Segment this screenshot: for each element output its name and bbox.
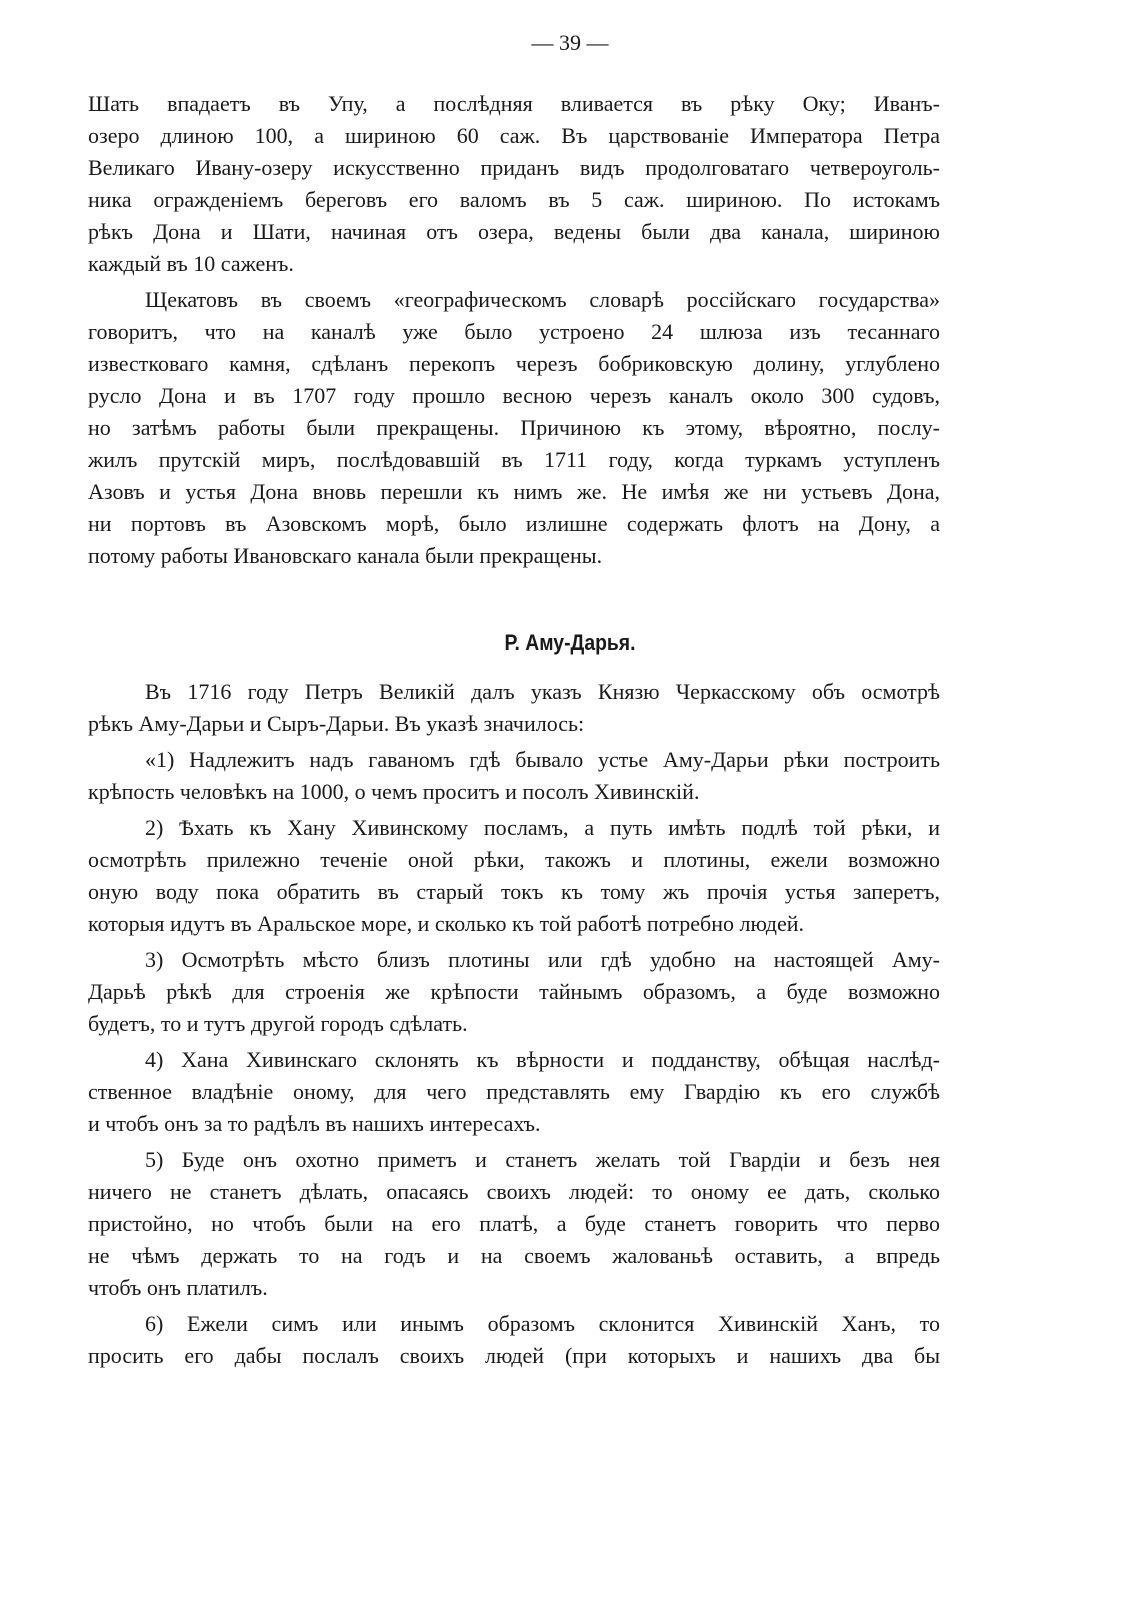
- text-line: русло Дона и въ 1707 году прошло весною черезъ каналъ около 300 судовъ,: [88, 383, 940, 408]
- text-line: Въ 1716 году Петръ Великій далъ указъ Князю Черкасскому объ осмотрѣ: [145, 679, 940, 704]
- text-line: 3) Осмотрѣть мѣсто близъ плотины или гдѣ удобно на настоящей Аму-: [145, 947, 940, 972]
- text-line: 6) Ежели симъ или инымъ образомъ склонится Хивинскій Ханъ, то: [145, 1311, 940, 1336]
- text-line: ника огражденіемъ береговъ его валомъ въ 5 саж. шириною. По истокамъ: [88, 187, 940, 212]
- text-line: которыя идутъ въ Аральское море, и сколько къ той работѣ потребно людей.: [88, 911, 805, 936]
- text-line: озеро длиною 100, а шириною 60 саж. Въ царствованіе Императора Петра: [88, 123, 940, 148]
- paragraph: [88, 1144, 940, 1304]
- paragraph: [88, 1044, 940, 1140]
- text-line: Азовъ и устья Дона вновь перешли къ нимъ же. Не имѣя же ни устьевъ Дона,: [88, 479, 940, 504]
- text-line: Дарьѣ рѣкѣ для строенія же крѣпости тайнымъ образомъ, а буде возможно: [88, 979, 940, 1004]
- text-line: ственное владѣніе оному, для чего представлять ему Гвардію къ его службѣ: [88, 1079, 940, 1104]
- paragraph: [88, 88, 940, 280]
- text-line: не чѣмъ держать то на годъ и на своемъ жалованьѣ оставить, а впредь: [88, 1243, 940, 1268]
- paragraph: [88, 744, 940, 808]
- section-heading: Р. Аму-Дарья.: [504, 630, 636, 655]
- text-line: «1) Надлежитъ надъ гаваномъ гдѣ бывало устье Аму-Дарьи рѣки построить: [145, 747, 940, 772]
- paragraph: [88, 284, 940, 572]
- page-number: — 39 —: [531, 30, 609, 55]
- section-2-text: [88, 676, 940, 1376]
- text-line: Шать впадаетъ въ Упу, а послѣдняя вливается въ рѣку Оку; Иванъ-: [88, 91, 940, 116]
- text-line: Щекатовъ въ своемъ «географическомъ словарѣ россійскаго государства»: [145, 287, 940, 312]
- text-line: рѣкъ Дона и Шати, начиная отъ озера, ведены были два канала, шириною: [88, 219, 940, 244]
- text-line: рѣкъ Аму-Дарьи и Сыръ-Дарьи. Въ указѣ значилось:: [88, 711, 585, 736]
- text-line: жилъ прутскій миръ, послѣдовавшій въ 1711 году, когда туркамъ уступленъ: [88, 447, 940, 472]
- paragraph: [88, 1308, 940, 1372]
- text-line: но затѣмъ работы были прекращены. Причиною къ этому, вѣроятно, послу-: [88, 415, 940, 440]
- text-line: крѣпость человѣкъ на 1000, о чемъ проситъ и посолъ Хивинскій.: [88, 779, 700, 804]
- paragraph: [88, 944, 940, 1040]
- text-line: 2) Ѣхать къ Хану Хивинскому посламъ, а путь имѣть подлѣ той рѣки, и: [145, 815, 940, 840]
- text-line: говоритъ, что на каналѣ уже было устроено 24 шлюза изъ тесаннаго: [88, 319, 940, 344]
- text-line: Великаго Ивану-озеру искусственно приданъ видъ продолговатаго четвероуголь-: [88, 155, 940, 180]
- text-line: осмотрѣть прилежно теченіе оной рѣки, такожъ и плотины, ежели возможно: [88, 847, 940, 872]
- paragraph: [88, 812, 940, 940]
- section-1-text: [88, 88, 940, 576]
- text-line: будетъ, то и тутъ другой городъ сдѣлать.: [88, 1011, 468, 1036]
- text-line: 5) Буде онъ охотно приметъ и станетъ желать той Гвардіи и безъ нея: [145, 1147, 940, 1172]
- paragraph: [88, 676, 940, 740]
- text-line: 4) Хана Хивинскаго склонять къ вѣрности и подданству, обѣщая наслѣд-: [145, 1047, 940, 1072]
- text-line: потому работы Ивановскаго канала были прекращены.: [88, 543, 603, 568]
- text-line: пристойно, но чтобъ были на его платѣ, а буде станетъ говорить что перво: [88, 1211, 940, 1236]
- text-line: чтобъ онъ платилъ.: [88, 1275, 268, 1300]
- text-line: оную воду пока обратить въ старый токъ къ тому жъ прочія устья заперетъ,: [88, 879, 940, 904]
- text-line: ничего не станетъ дѣлать, опасаясь своихъ людей: то оному ее дать, сколько: [88, 1179, 940, 1204]
- text-line: ни портовъ въ Азовскомъ морѣ, было излишне содержать флотъ на Дону, а: [88, 511, 940, 536]
- text-line: и чтобъ онъ за то радѣлъ въ нашихъ интересахъ.: [88, 1111, 541, 1136]
- text-line: просить его дабы послалъ своихъ людей (при которыхъ и нашихъ два бы: [88, 1343, 940, 1368]
- text-line: известковаго камня, сдѣланъ перекопъ черезъ бобриковскую долину, углублено: [88, 351, 940, 376]
- text-line: каждый въ 10 саженъ.: [88, 251, 294, 276]
